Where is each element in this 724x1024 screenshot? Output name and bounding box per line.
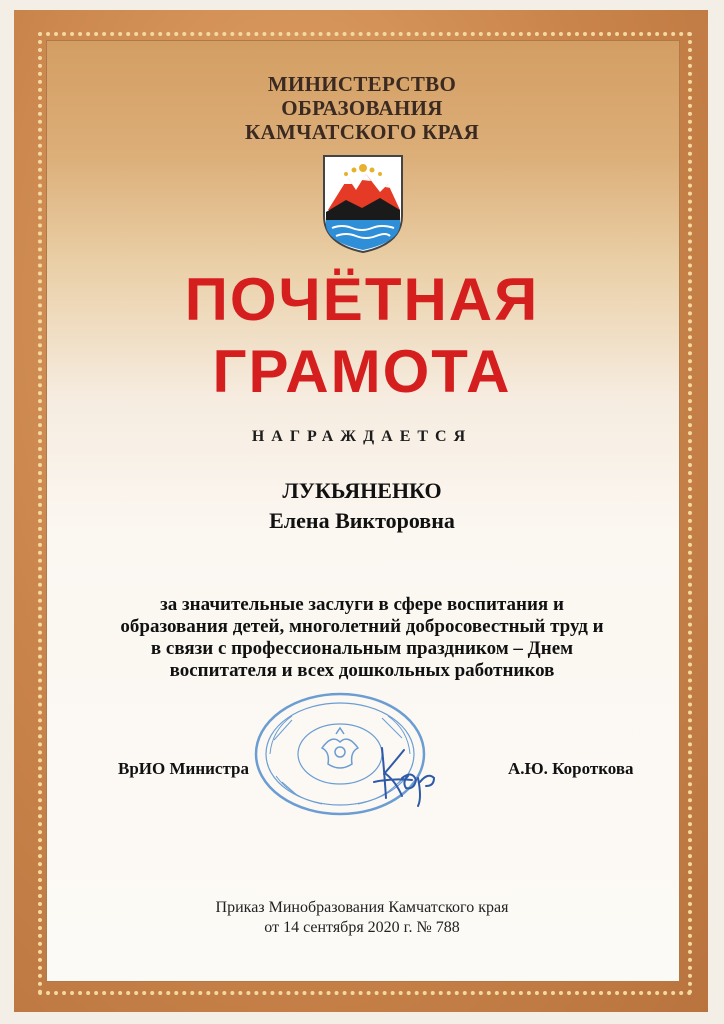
issuer-line-2: ОБРАЗОВАНИЯ — [281, 96, 443, 120]
kamchatka-coat-of-arms-icon — [322, 154, 404, 254]
issuer-line-1: МИНИСТЕРСТВО — [267, 72, 457, 96]
issuer-heading — [0, 72, 724, 144]
certificate-title-line-1: ПОЧЁТНАЯ — [184, 266, 540, 333]
recipient-first-name: Елена Викторовна — [269, 508, 455, 533]
award-reason: за значительные заслуги в сфере воспитания и образования детей, многолетний добросовестный труд и в связи с профессиональным праздником – Днем воспитателя и всех дошкольных работников — [120, 594, 604, 681]
certificate-title-line-2: ГРАМОТА — [212, 338, 512, 405]
handwritten-signature-icon — [372, 738, 444, 808]
issuer-line-3: КАМЧАТСКОГО КРАЯ — [244, 120, 480, 144]
awarded-label: НАГРАЖДАЕТСЯ — [251, 428, 473, 445]
order-line-1: Приказ Минобразования Камчатского края — [215, 899, 509, 916]
signatory-role: ВрИО Министра — [118, 759, 249, 778]
recipient-surname: ЛУКЬЯНЕНКО — [282, 478, 442, 503]
order-reference — [0, 898, 724, 938]
order-line-2: от 14 сентября 2020 г. № 788 — [264, 919, 460, 936]
signatory-name: А.Ю. Короткова — [508, 759, 634, 778]
